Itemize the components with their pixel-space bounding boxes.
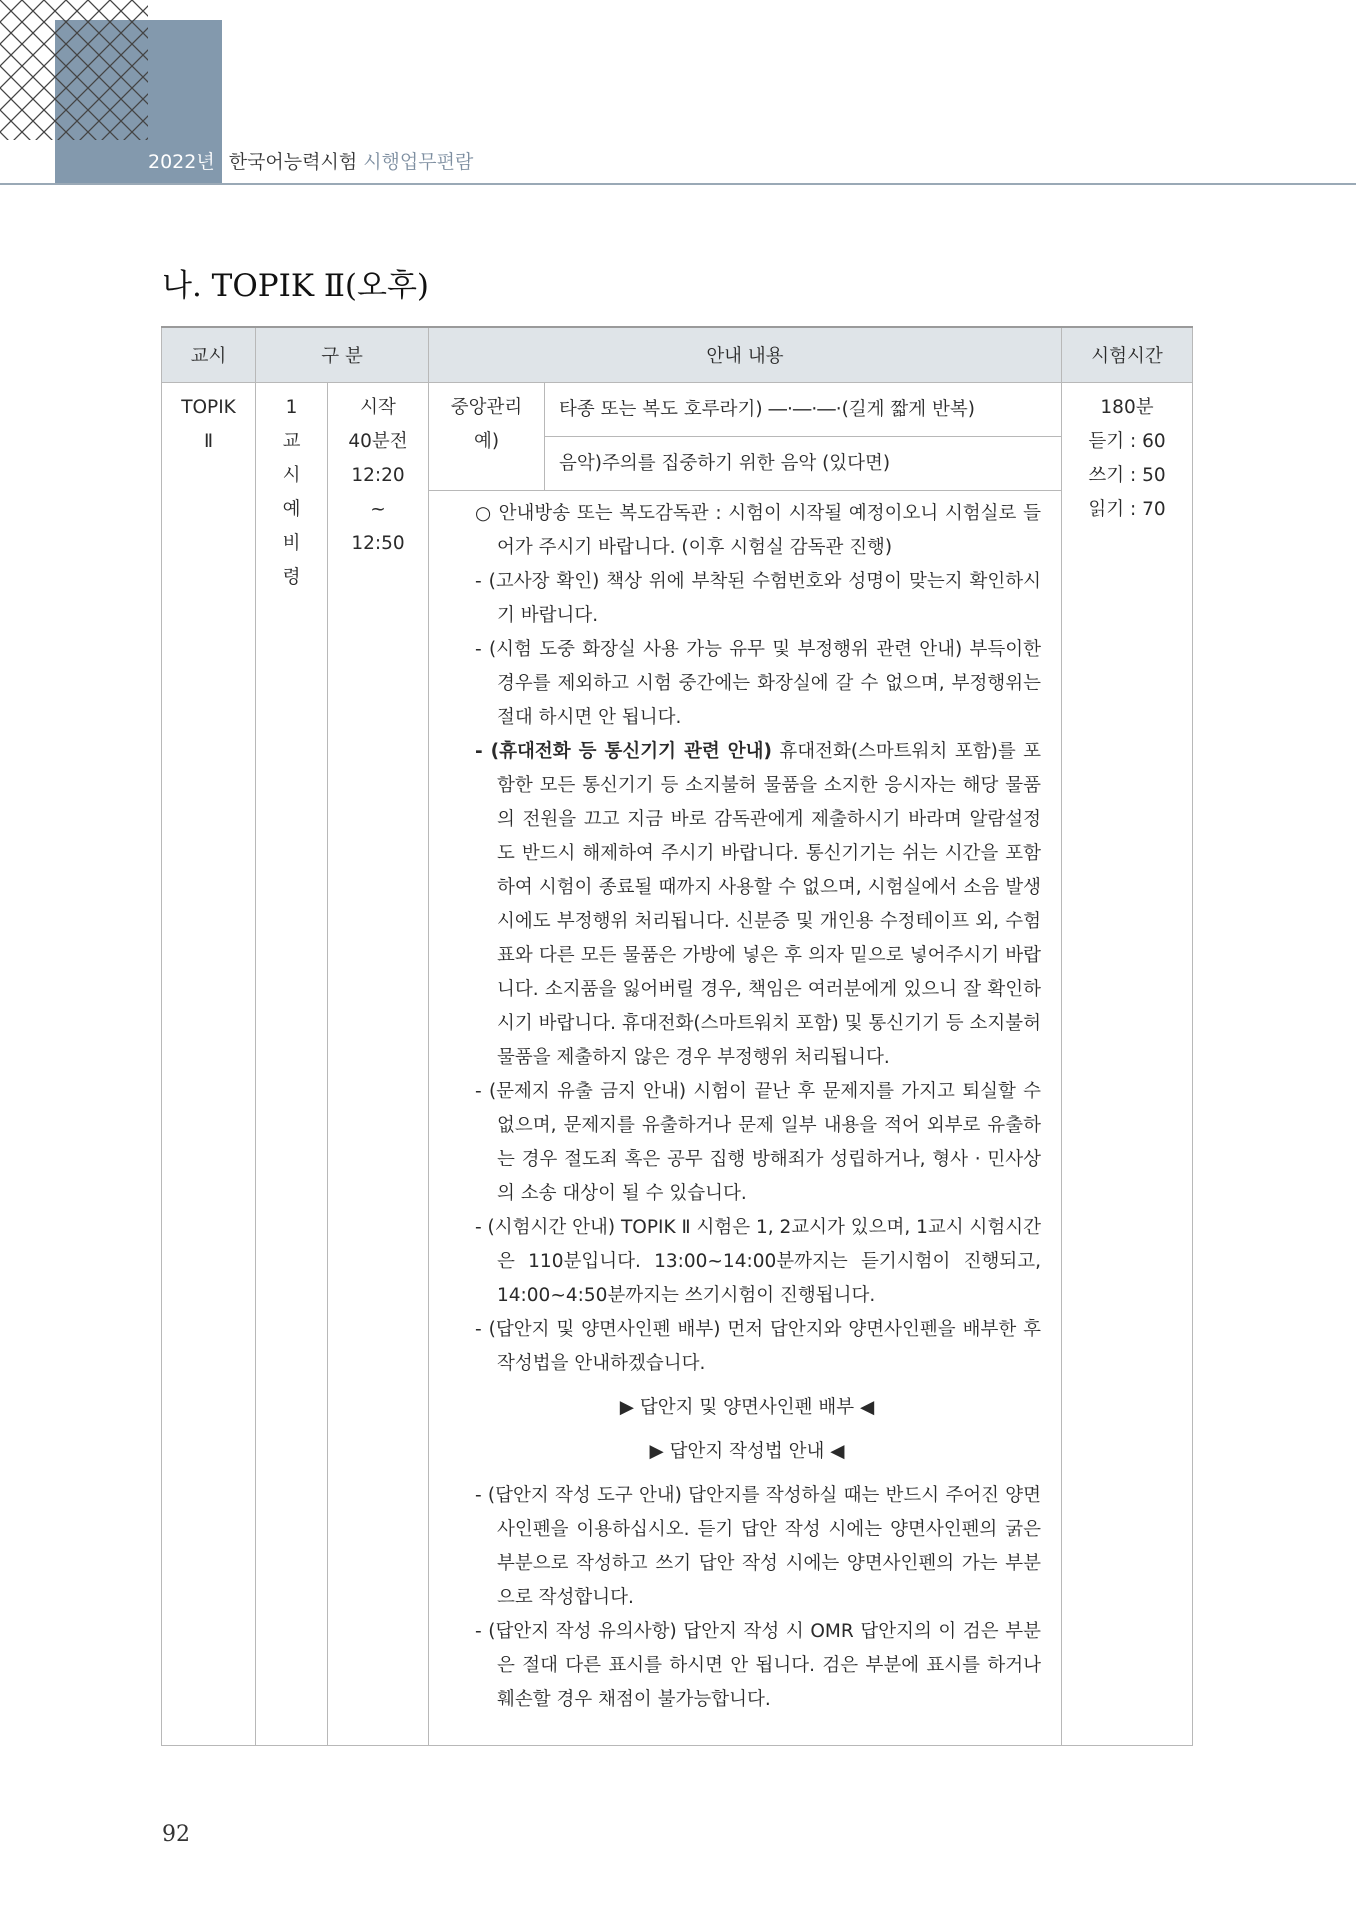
header-year: 2022년 xyxy=(148,151,215,173)
phone-guide-heading: - (휴대전화 등 통신기기 관련 안내) xyxy=(475,741,772,762)
exam-time-cell: 180분 듣기 : 60 쓰기 : 50 읽기 : 70 xyxy=(1062,383,1193,1746)
guide-paragraph: - (문제지 유출 금지 안내) 시험이 끝난 후 문제지를 가지고 퇴실할 수 없으며, 문제지를 유출하거나 문제 일부 내용을 적어 외부로 유출하는 경우 절도죄 혹은 공무 집행 방해죄가 성립하거나, 형사 · 민사상의 소송 대상이 될 수 있습니다. xyxy=(475,1081,1041,1204)
guide-paragraph: - (답안지 작성 유의사항) 답안지 작성 시 OMR 답안지의 이 검은 부분은 절대 다른 표시를 하시면 안 됩니다. 검은 부분에 표시를 하거나 훼손할 경우 채점이 불가능합니다. xyxy=(475,1621,1041,1710)
table-row xyxy=(162,383,1193,437)
announcement-bell: 타종 또는 복도 호루라기) ―·―·―·(길게 짧게 반복) xyxy=(545,383,1062,437)
instruction-marker: ▶ 답안지 작성법 안내 ◀ xyxy=(649,1441,845,1462)
guide-paragraph-phone xyxy=(453,735,1041,1075)
header-exam-time: 시험시간 xyxy=(1062,327,1193,383)
period-cell: TOPIK Ⅱ xyxy=(162,383,256,1746)
distribution-marker: ▶ 답안지 및 양면사인펜 배부 ◀ xyxy=(619,1397,875,1418)
guide-paragraph: - (답안지 및 양면사인펜 배부) 먼저 답안지와 양면사인펜을 배부한 후 작성법을 안내하겠습니다. xyxy=(475,1319,1041,1374)
header-lattice-pattern xyxy=(0,0,148,140)
guide-paragraph: - (시험 도중 화장실 사용 가능 유무 및 부정행위 관련 안내) 부득이한 경우를 제외하고 시험 중간에는 화장실에 갈 수 없으며, 부정행위는 절대 하시면 안 됩니다. xyxy=(475,639,1041,728)
guide-paragraph: - (고사장 확인) 책상 위에 부착된 수험번호와 성명이 맞는지 확인하시기 바랍니다. xyxy=(475,571,1041,626)
timing-cell: 시작 40분전 12:20 ~ 12:50 xyxy=(328,383,429,1746)
phone-guide-text: 휴대전화(스마트워치 포함)를 포함한 모든 통신기기 등 소지불허 물품을 소지한 응시자는 해당 물품의 전원을 끄고 지금 바로 감독관에게 제출하시기 바라며 알람설정도 반드시 해제하여 주시기 바랍니다. 통신기기는 쉬는 시간을 포함하여 시험이 종료될 때까지 사용할 수 없으며, 시험실에서 소음 발생 시에도 부정행위 처리됩니다. 신분증 및 개인용 수정테이프 외, 수험표와 다른 모든 물품은 가방에 넣은 후 의자 밑으로 넣어주시기 바랍니다. 소지품을 잃어버릴 경우, 책임은 여러분에게 있으니 잘 확인하시기 바랍니다. 휴대전화(스마트워치 포함) 및 통신기기 등 소지불허물품을 제출하지 않은 경우 부정행위 처리됩니다. xyxy=(497,741,1041,1068)
table-header-row xyxy=(162,327,1193,383)
running-header xyxy=(148,147,473,174)
speaker-cell: 중앙관리 예) xyxy=(429,383,545,491)
header-rule xyxy=(0,183,1356,185)
announcement-music: 음악)주의를 집중하기 위한 음악 (있다면) xyxy=(545,437,1062,491)
session-cell: 1 교 시 예 비 령 xyxy=(256,383,328,1746)
page-number: 92 xyxy=(162,1822,190,1847)
header-guide: 안내 내용 xyxy=(429,327,1062,383)
schedule-table xyxy=(161,326,1193,1746)
header-category: 구 분 xyxy=(256,327,429,383)
guide-body-cell xyxy=(429,491,1062,1746)
section-title: 나. TOPIK Ⅱ(오후) xyxy=(162,268,430,304)
guide-paragraph: - (시험시간 안내) TOPIK Ⅱ 시험은 1, 2교시가 있으며, 1교시 시험시간은 110분입니다. 13:00~14:00분까지는 듣기시험이 진행되고, 14:00~4:50분까지는 쓰기시험이 진행됩니다. xyxy=(475,1217,1041,1306)
header-manual-name: 시행업무편람 xyxy=(363,151,474,173)
guide-paragraph: ○ 안내방송 또는 복도감독관 : 시험이 시작될 예정이오니 시험실로 들어가 주시기 바랍니다. (이후 시험실 감독관 진행) xyxy=(475,503,1041,558)
guide-paragraph: - (답안지 작성 도구 안내) 답안지를 작성하실 때는 반드시 주어진 양면사인펜을 이용하십시오. 듣기 답안 작성 시에는 양면사인펜의 굵은 부분으로 작성하고 쓰기 답안 작성 시에는 양면사인펜의 가는 부분으로 작성합니다. xyxy=(475,1485,1041,1608)
header-period: 교시 xyxy=(162,327,256,383)
header-exam-name: 한국어능력시험 xyxy=(228,151,358,173)
